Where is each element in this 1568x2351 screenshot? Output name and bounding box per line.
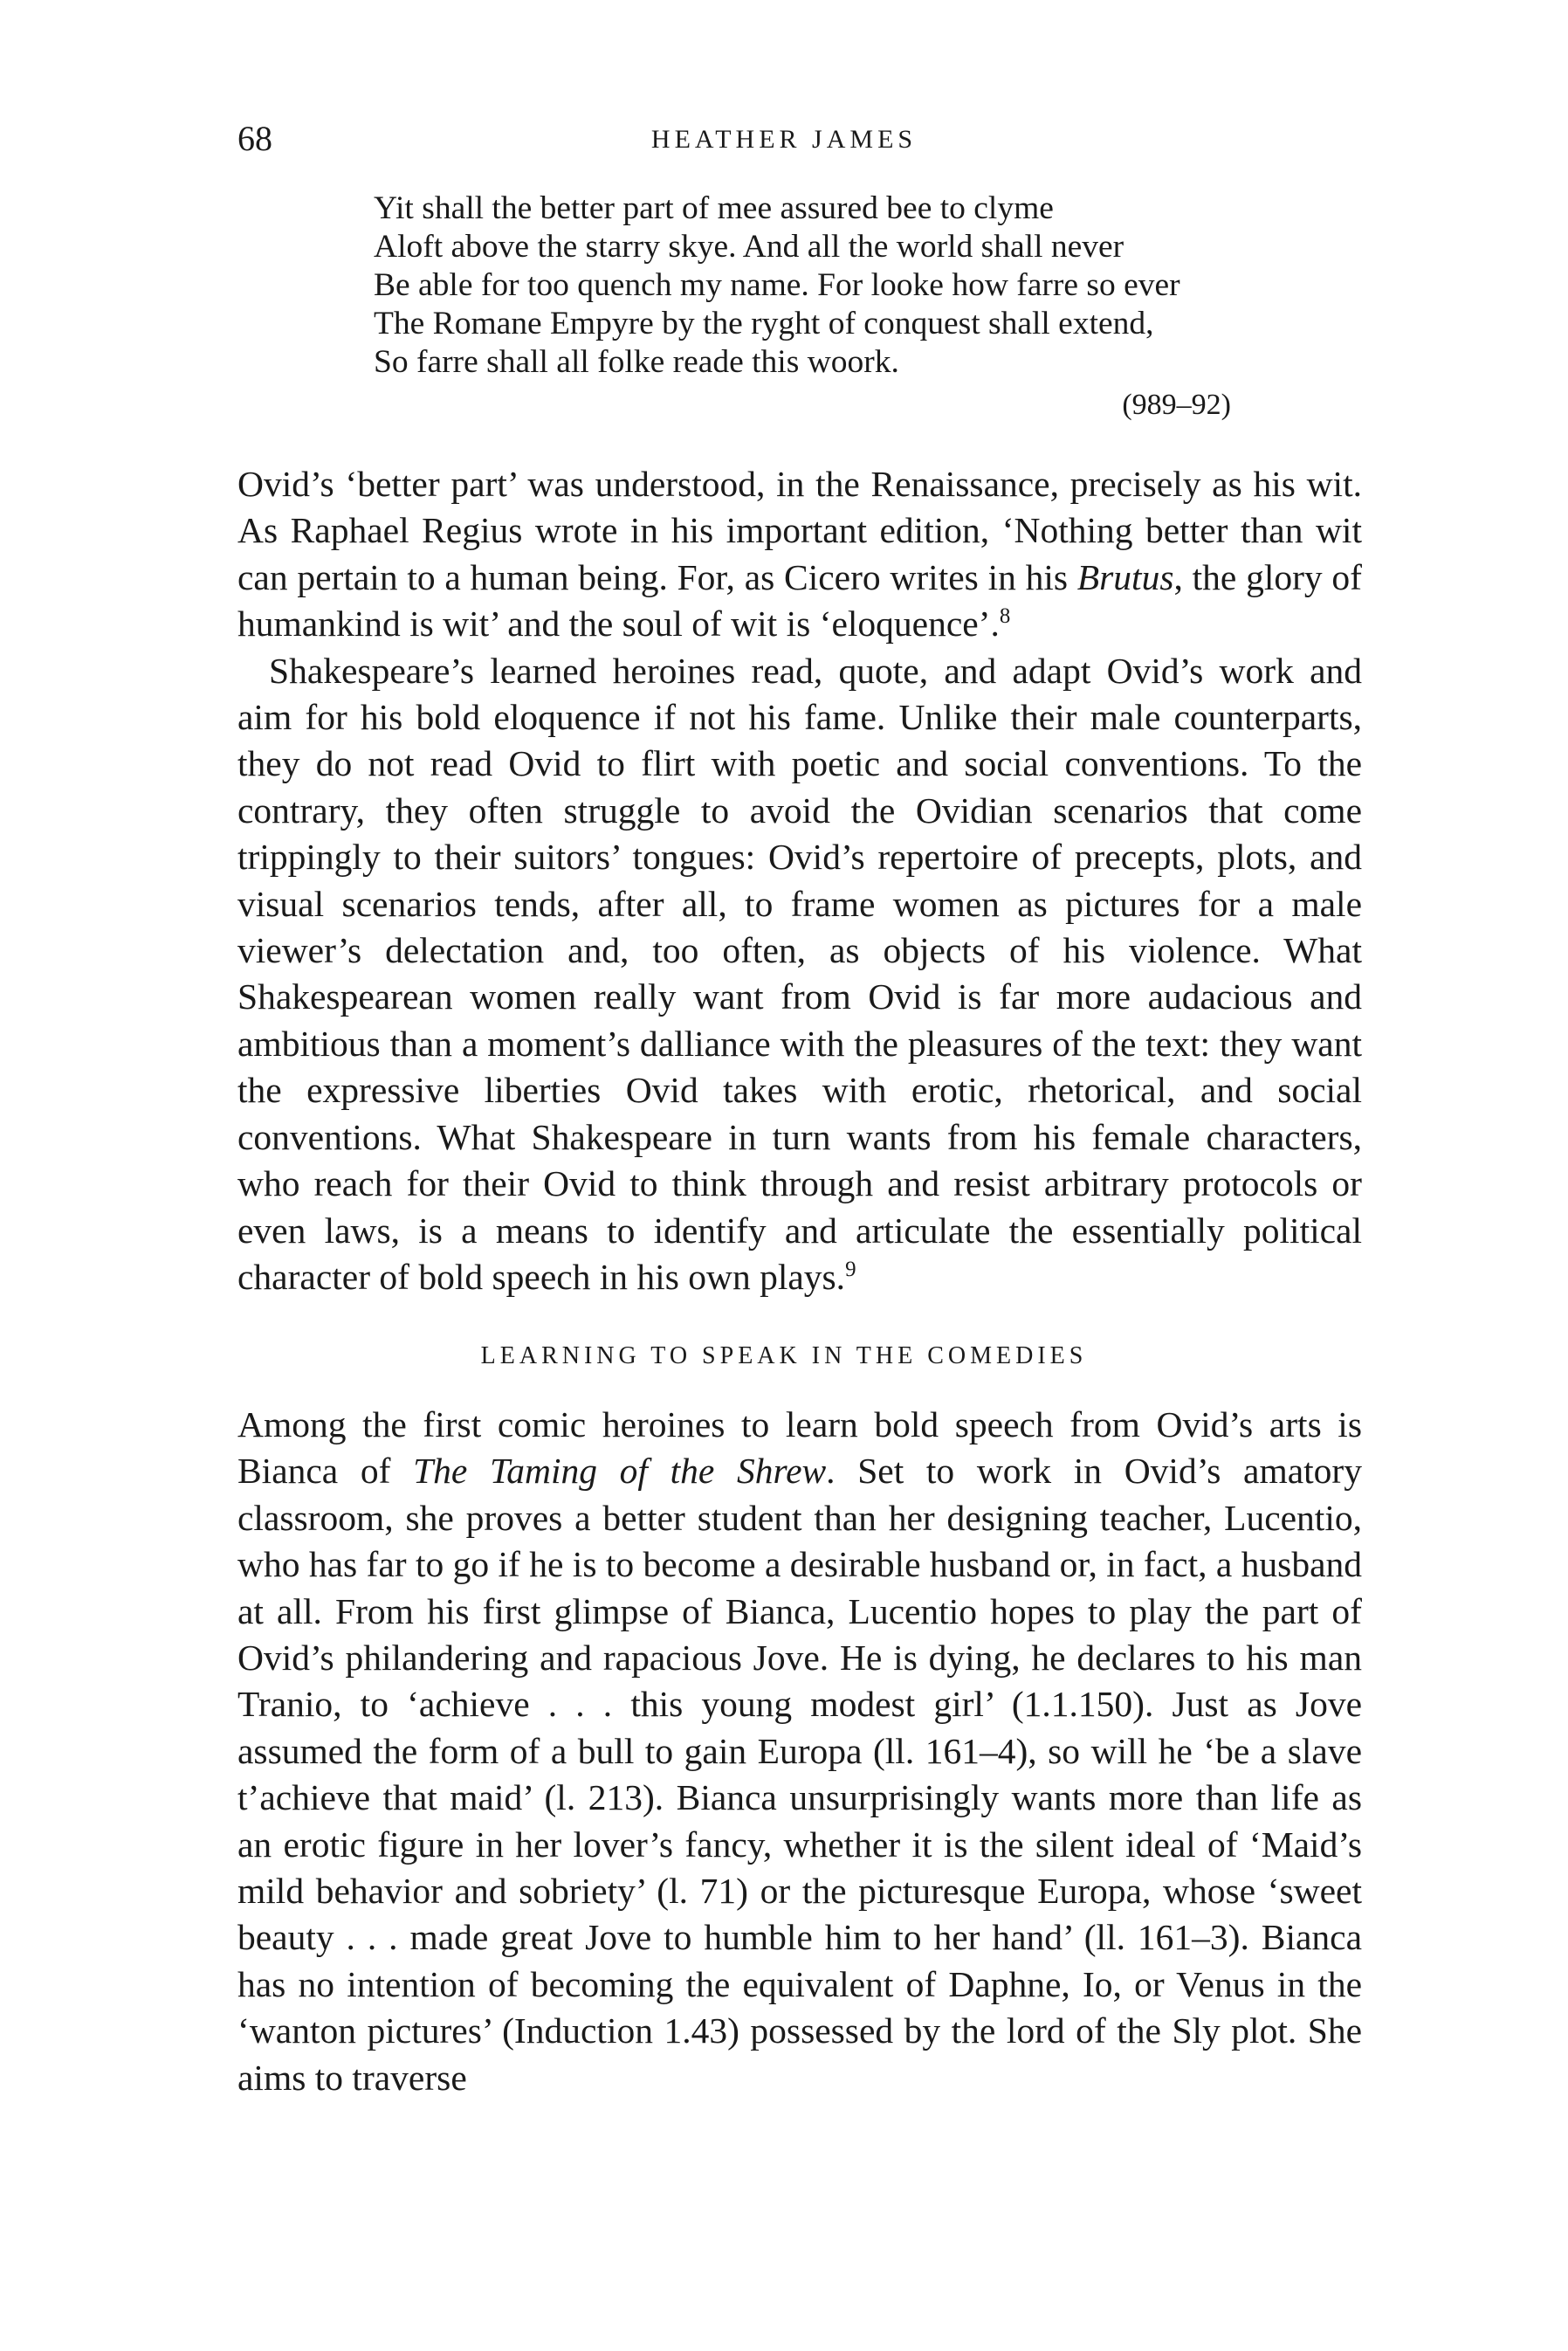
verse-quotation: [374, 190, 1378, 382]
paragraph-text: Shakespeare’s learned heroines read, quote, and adapt Ovid’s work and aim for his bold eloquence if not his fame. Unlike their male counterparts, they do not read Ovid to flirt with poetic and social conventions. To the contrary, they often struggle to avoid the Ovidian scenarios that come trippingly to their suitors’ tongues: Ovid’s repertoire of precepts, plots, and visual scenarios tends, after all, to frame women as pictures for a male viewer’s delectation and, too often, as objects of his violence. What Shakespearean women really want from Ovid is far more audacious and ambitious than a moment’s dalliance with the pleasures of the text: they want the expressive liberties Ovid takes with erotic, rhetorical, and social conventions. What Shakespeare in turn wants from his female characters, who reach for their Ovid to think through and resist arbitrary protocols or even laws, is a means to identify and articulate the essentially political character of bold speech in his own plays.: [237, 650, 1362, 1297]
verse-citation: (989–92): [1122, 389, 1231, 421]
verse-line: The Romane Empyre by the ryght of conquest shall extend,: [374, 306, 1154, 341]
verse-line: Be able for too quench my name. For looke how farre so ever: [374, 267, 1180, 303]
paragraph-text: Ovid’s ‘better part’ was understood, in the Renaissance, precisely as his wit. As Raphael Regius wrote in his important edition, ‘Nothing better than wit can pertain to a human being. For, as Cicero writes in his: [237, 464, 1362, 597]
footnote-marker: 9: [845, 1258, 856, 1282]
verse-line: Yit shall the better part of mee assured bee to clyme: [374, 190, 1054, 226]
paragraph-text: , the glory of humankind is wit’ and the soul of wit is ‘eloquence’.: [237, 556, 1362, 645]
verse-line: So farre shall all folke reade this woork.: [374, 344, 899, 380]
footnote-marker: 8: [999, 604, 1011, 629]
paragraph-text: . Set to work in Ovid’s amatory classroom, she proves a better student than her designing teacher, Lucentio, who has far to go if he is to become a desirable husband or, in fact, a husband at all. From his first glimpse of Bianca, Lucentio hopes to play the part of Ovid’s philandering and rapacious Jove. He is dying, he declares to his man Tranio, to ‘achieve . . . this young modest girl’ (1.1.150). Just as Jove assumed the form of a bull to gain Europa (ll. 161–4), so will he ‘be a slave t’achieve that maid’ (l. 213). Bianca unsurprisingly wants more than life as an erotic figure in her lover’s fancy, whether it is the silent ideal of ‘Maid’s mild behavior and sobriety’ (l. 71) or the picturesque Europa, whose ‘sweet beauty . . . made great Jove to humble him to her hand’ (ll. 161–3). Bianca has no intention of becoming the equivalent of Daphne, Io, or Venus in the ‘wanton pictures’ (Induction 1.43) possessed by the lord of the Sly plot. She aims to traverse: [237, 1451, 1362, 2098]
italic-title-shrew: The Taming of the Shrew: [413, 1451, 827, 1492]
paragraph-text: Among the first comic heroines to learn bold speech from Ovid’s arts is Bianca of: [237, 1404, 1362, 1492]
section-heading: LEARNING TO SPEAK IN THE COMEDIES: [480, 1342, 1088, 1369]
running-head: HEATHER JAMES: [650, 125, 918, 154]
body-text-top: [237, 461, 1362, 1300]
paragraph-1: [237, 461, 1362, 648]
italic-title-brutus: Brutus: [1076, 556, 1174, 597]
page-number: 68: [237, 119, 272, 158]
paragraph-3: [237, 1402, 1362, 2101]
verse-line: Aloft above the starry skye. And all the world shall never: [374, 229, 1124, 265]
body-text-bottom: [237, 1402, 1362, 2101]
paragraph-2: [237, 648, 1362, 1301]
